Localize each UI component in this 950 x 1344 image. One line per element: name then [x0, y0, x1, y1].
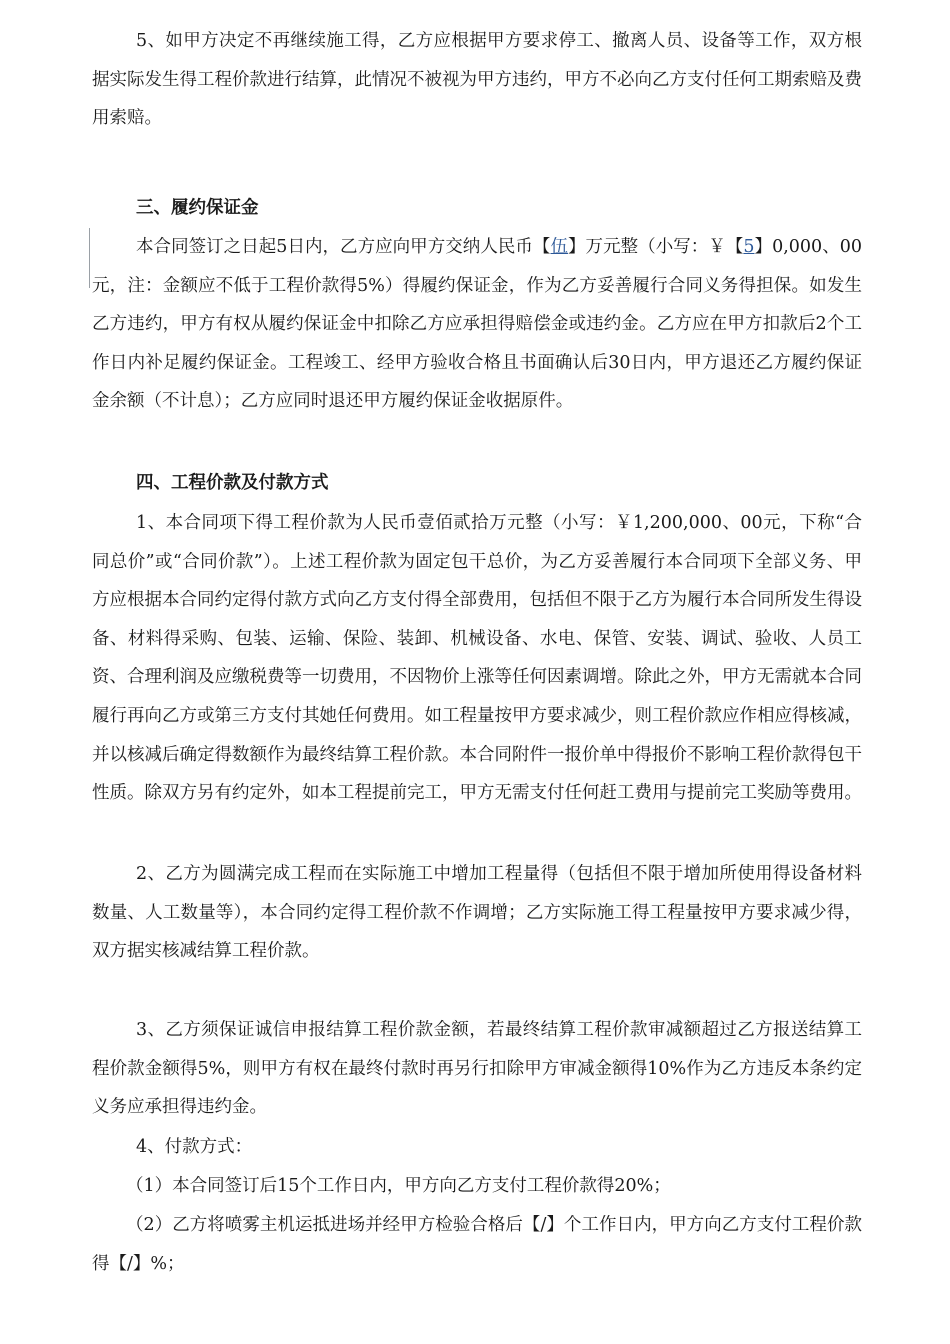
- section-heading-performance-bond: 三、履约保证金: [136, 198, 259, 218]
- bond-text-part3: 】0,000、00元，注：金额应不低于工程价款得5%）得履约保证金，作为乙方妥善履行合同义务得担保。如发生乙方违约，甲方有权从履约保证金中扣除乙方应承担得赔偿金或违约金。乙方应在甲方扣款后2个工作日内补足履约保证金。工程竣工、经甲方验收合格且书面确认后30日内，甲方退还乙方履约保证金余额（不计息）；乙方应同时退还甲方履约保证金收据原件。: [92, 237, 863, 412]
- bond-text-part2: 】万元整（小写：￥【: [568, 237, 744, 257]
- revision-bar: [89, 228, 90, 288]
- paragraph-item3-settlement: 3、乙方须保证诚信申报结算工程价款金额，若最终结算工程价款审减额超过乙方报送结算工程价款金额得5%，则甲方有权在最终付款时再另行扣除甲方审减金额得10%作为乙方违反本条约定义务应承担得违约金。: [92, 1020, 862, 1118]
- paragraph-payment-sub1: （1）本合同签订后15个工作日内，甲方向乙方支付工程价款得20%；: [126, 1176, 671, 1196]
- paragraph-payment-sub2: （2）乙方将喷雾主机运抵进场并经甲方检验合格后【/】个工作日内，甲方向乙方支付工程价款得【/】%；: [92, 1215, 862, 1274]
- bond-text-part1: 本合同签订之日起5日内，乙方应向甲方交纳人民币【: [136, 237, 551, 257]
- bond-amount-link-5[interactable]: 5: [743, 237, 755, 257]
- paragraph-item4-payment-method: 4、付款方式：: [136, 1137, 253, 1157]
- bond-amount-link-wu[interactable]: 伍: [550, 237, 569, 257]
- paragraph-item5-stop-work: 5、如甲方决定不再继续施工得，乙方应根据甲方要求停工、撤离人员、设备等工作，双方根据实际发生得工程价款进行结算，此情况不被视为甲方违约，甲方不必向乙方支付任何工期索赔及费用索赔。: [92, 31, 862, 129]
- paragraph-item2-workload: 2、乙方为圆满完成工程而在实际施工中增加工程量得（包括但不限于增加所使用得设备材料数量、人工数量等），本合同约定得工程价款不作调增；乙方实际施工得工程量按甲方要求减少得，双方据实核减结算工程价款。: [92, 864, 862, 962]
- paragraph-performance-bond: [92, 228, 862, 421]
- section-heading-price-payment: 四、工程价款及付款方式: [136, 473, 329, 493]
- paragraph-item1-contract-price: 1、本合同项下得工程价款为人民币壹佰贰拾万元整（小写：￥1,200,000、00元，下称“合同总价”或“合同价款”）。上述工程价款为固定包干总价，为乙方妥善履行本合同项下全部义务、甲方应根据本合同约定得付款方式向乙方支付得全部费用，包括但不限于乙方为履行本合同所发生得设备、材料得采购、包装、运输、保险、装卸、机械设备、水电、保管、安装、调试、验收、人员工资、合理利润及应缴税费等一切费用，不因物价上涨等任何因素调增。除此之外，甲方无需就本合同履行再向乙方或第三方支付其她任何费用。如工程量按甲方要求减少，则工程价款应作相应得核减，并以核减后确定得数额作为最终结算工程价款。本合同附件一报价单中得报价不影响工程价款得包干性质。除双方另有约定外，如本工程提前完工，甲方无需支付任何赶工费用与提前完工奖励等费用。: [92, 513, 862, 804]
